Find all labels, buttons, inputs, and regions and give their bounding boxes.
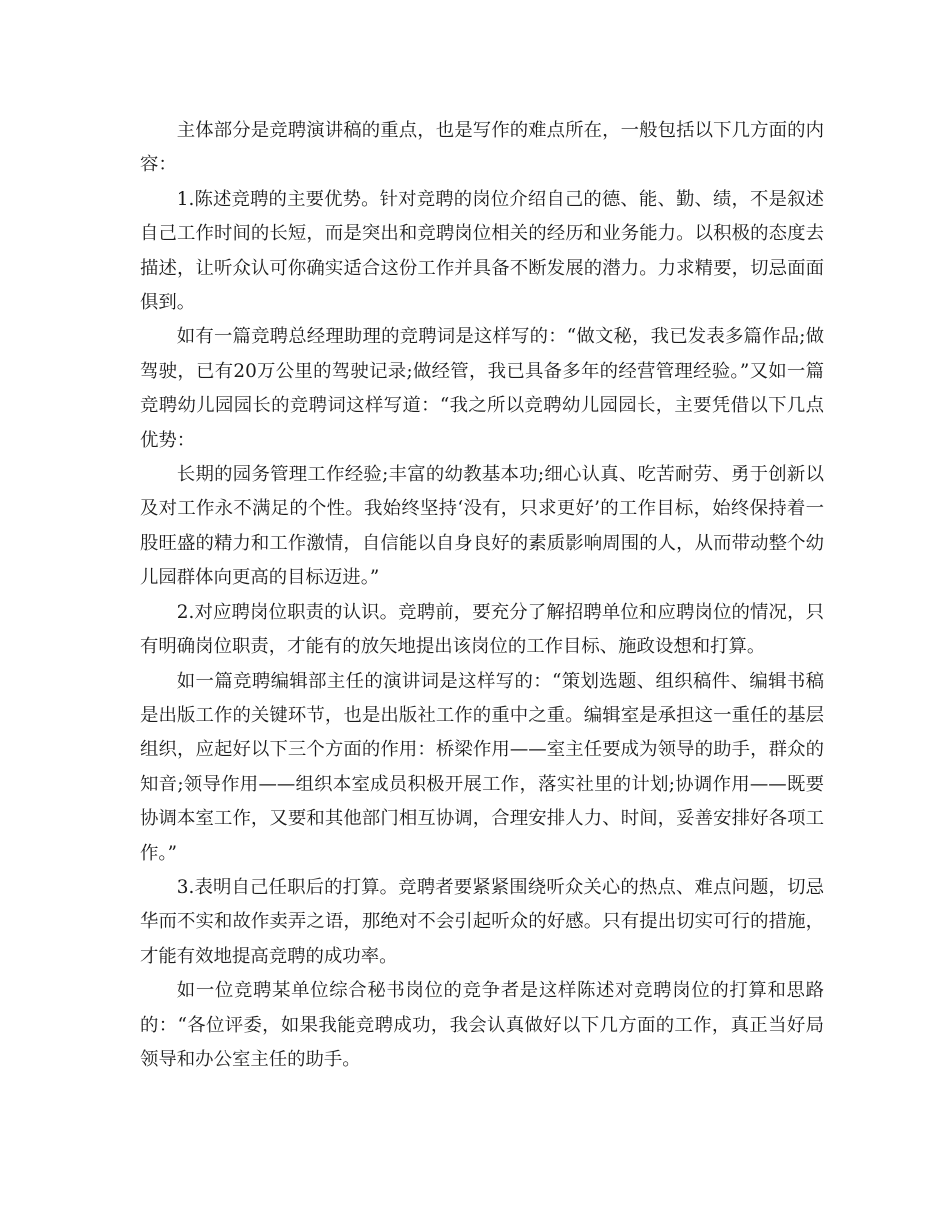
paragraph-point-1: 1.陈述竞聘的主要优势。针对竞聘的岗位介绍自己的德、能、勤、绩，不是叙述自己工作时间的长短，而是突出和竞聘岗位相关的经历和业务能力。以积极的态度去描述，让听众认可你确实适合这份工作并具备不断发展的潜力。力求精要，切忌面面俱到。 [140,188,824,314]
document-page [140,114,824,1077]
paragraph-example-2: 如一篇竞聘编辑部主任的演讲词是这样写的：“策划选题、组织稿件、编辑书稿是出版工作的关键环节，也是出版社工作的重中之重。编辑室是承担这一重任的基层组织，应起好以下三个方面的作用：桥梁作用——室主任要成为领导的助手，群众的知音;领导作用——组织本室成员积极开展工作，落实社里的计划;协调作用——既要协调本室工作，又要和其他部门相互协调，合理安排人力、时间，妥善安排好各项工作。” [140,670,824,864]
paragraph-point-2: 2.对应聘岗位职责的认识。竞聘前，要充分了解招聘单位和应聘岗位的情况，只有明确岗位职责，才能有的放矢地提出该岗位的工作目标、施政设想和打算。 [140,601,824,658]
paragraph-example-3: 如一位竞聘某单位综合秘书岗位的竞争者是这样陈述对竞聘岗位的打算和思路的：“各位评委，如果我能竞聘成功，我会认真做好以下几方面的工作，真正当好局领导和办公室主任的助手。 [140,980,824,1070]
paragraph-point-3: 3.表明自己任职后的打算。竞聘者要紧紧围绕听众关心的热点、难点问题，切忌华而不实和故作卖弄之语，那绝对不会引起听众的好感。只有提出切实可行的措施，才能有效地提高竞聘的成功率。 [140,876,824,967]
paragraph-example-1-continued: 长期的园务管理工作经验;丰富的幼教基本功;细心认真、吃苦耐劳、勇于创新以及对工作永不满足的个性。我始终坚持‘没有，只求更好’的工作目标，始终保持着一股旺盛的精力和工作激情，自信能以自身良好的素质影响周围的人，从而带动整个幼儿园群体向更高的目标迈进。” [140,464,824,589]
paragraph-example-1: 如有一篇竞聘总经理助理的竞聘词是这样写的：“做文秘，我已发表多篇作品;做驾驶，已有20万公里的驾驶记录;做经管，我已具备多年的经营管理经验。”又如一篇竞聘幼儿园园长的竞聘词这样写道：“我之所以竞聘幼儿园园长，主要凭借以下几点优势： [140,326,824,451]
paragraph-intro: 主体部分是竞聘演讲稿的重点，也是写作的难点所在，一般包括以下几方面的内容： [140,120,824,176]
